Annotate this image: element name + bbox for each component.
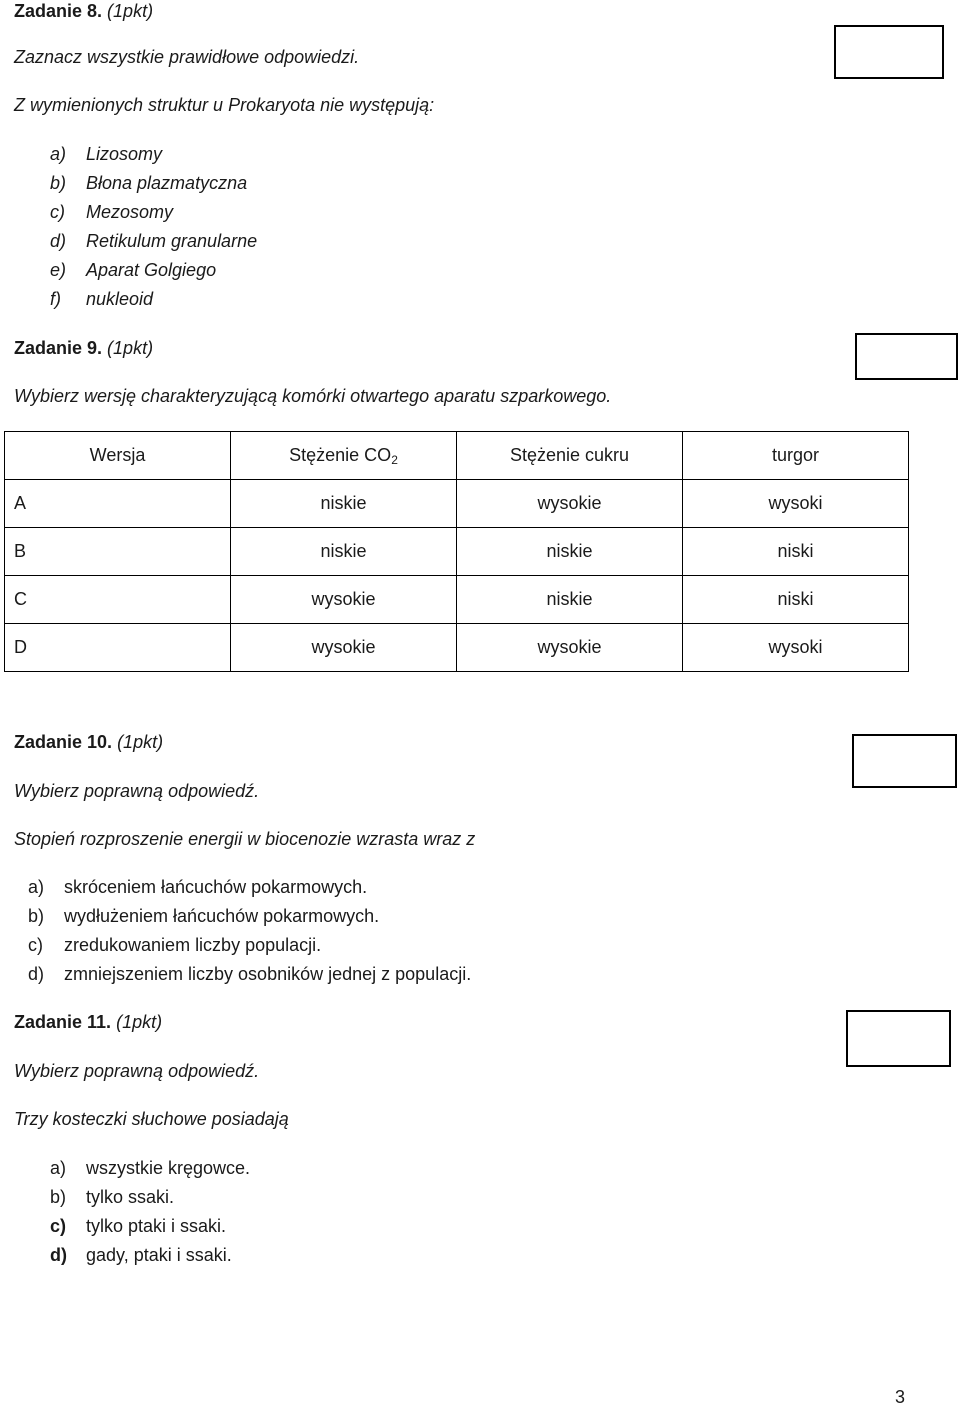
task11-options — [50, 1157, 250, 1273]
task10-title: Zadanie 10. — [14, 732, 113, 752]
task10-points: (1pkt) — [117, 732, 164, 752]
row-co2-value: wysokie — [231, 624, 457, 672]
row-version-label: D — [5, 624, 231, 672]
row-sugar-value: wysokie — [457, 480, 683, 528]
task8-title: Zadanie 8. — [14, 1, 103, 21]
task10-option-b[interactable]: b) wydłużeniem łańcuchów pokarmowych. — [28, 906, 380, 926]
task11-points: (1pkt) — [116, 1012, 163, 1032]
row-co2-value: wysokie — [231, 576, 457, 624]
table-row[interactable] — [5, 528, 909, 576]
row-co2-value: niskie — [231, 480, 457, 528]
task10-heading — [14, 731, 163, 753]
row-sugar-value: niskie — [457, 528, 683, 576]
task10-question: Stopień rozproszenie energii w biocenozie wzrasta wraz z — [14, 829, 476, 849]
task11-score-box[interactable] — [846, 1010, 951, 1067]
task8-option-f[interactable]: f) nukleoid — [50, 289, 154, 309]
task10-option-d[interactable]: d) zmniejszeniem liczby osobników jednej z populacji. — [28, 964, 472, 984]
task8-option-c[interactable]: c) Mezosomy — [50, 202, 174, 222]
table-header-row — [5, 432, 909, 480]
row-turgor-value: wysoki — [683, 624, 909, 672]
task10-option-a[interactable]: a) skróceniem łańcuchów pokarmowych. — [28, 877, 368, 897]
row-version-label: A — [5, 480, 231, 528]
stomata-version-table — [4, 431, 909, 672]
row-turgor-value: wysoki — [683, 480, 909, 528]
row-sugar-value: niskie — [457, 576, 683, 624]
task8-question: Z wymienionych struktur u Prokaryota nie występują: — [14, 95, 435, 115]
task9-title: Zadanie 9. — [14, 338, 103, 358]
table-row[interactable] — [5, 480, 909, 528]
page-number: 3 — [894, 1387, 905, 1407]
row-turgor-value: niski — [683, 528, 909, 576]
task11-question: Trzy kosteczki słuchowe posiadają — [14, 1109, 289, 1129]
task8-option-d[interactable]: d) Retikulum granularne — [50, 231, 258, 251]
header-turgor: turgor — [683, 432, 909, 480]
row-turgor-value: niski — [683, 576, 909, 624]
task11-title: Zadanie 11. — [14, 1012, 112, 1032]
row-co2-value: niskie — [231, 528, 457, 576]
table-row[interactable] — [5, 576, 909, 624]
task8-option-b[interactable]: b) Błona plazmatyczna — [50, 173, 248, 193]
task10-options — [28, 876, 471, 992]
header-co2: Stężenie $CO_2$ — [231, 432, 457, 480]
task8-options — [50, 143, 257, 317]
task11-option-c[interactable]: c) tylko ptaki i ssaki. — [50, 1216, 227, 1236]
task8-option-e[interactable]: e) Aparat Golgiego — [50, 260, 217, 280]
task9-instruction: Wybierz wersję charakteryzującą komórki otwartego aparatu szparkowego. — [14, 386, 612, 406]
task8-points: (1pkt) — [107, 1, 154, 21]
task9-heading — [14, 337, 153, 359]
task9-score-box[interactable] — [855, 333, 958, 380]
task10-option-c[interactable]: c) zredukowaniem liczby populacji. — [28, 935, 322, 955]
header-sugar: Stężenie cukru — [457, 432, 683, 480]
task11-option-a[interactable]: a) wszystkie kręgowce. — [50, 1158, 251, 1178]
task11-option-b[interactable]: b) tylko ssaki. — [50, 1187, 175, 1207]
task10-instruction: Wybierz poprawną odpowiedź. — [14, 781, 260, 801]
row-version-label: B — [5, 528, 231, 576]
task11-heading — [14, 1011, 162, 1033]
task8-instruction: Zaznacz wszystkie prawidłowe odpowiedzi. — [14, 47, 360, 67]
table-row[interactable] — [5, 624, 909, 672]
task8-heading — [14, 0, 153, 22]
row-sugar-value: wysokie — [457, 624, 683, 672]
task11-option-d[interactable]: d) gady, ptaki i ssaki. — [50, 1245, 232, 1265]
task8-score-box[interactable] — [834, 25, 944, 79]
task9-points: (1pkt) — [107, 338, 154, 358]
task8-option-a[interactable]: a) Lizosomy — [50, 144, 163, 164]
header-wersja: Wersja — [5, 432, 231, 480]
task11-instruction: Wybierz poprawną odpowiedź. — [14, 1061, 260, 1081]
row-version-label: C — [5, 576, 231, 624]
task10-score-box[interactable] — [852, 734, 957, 788]
